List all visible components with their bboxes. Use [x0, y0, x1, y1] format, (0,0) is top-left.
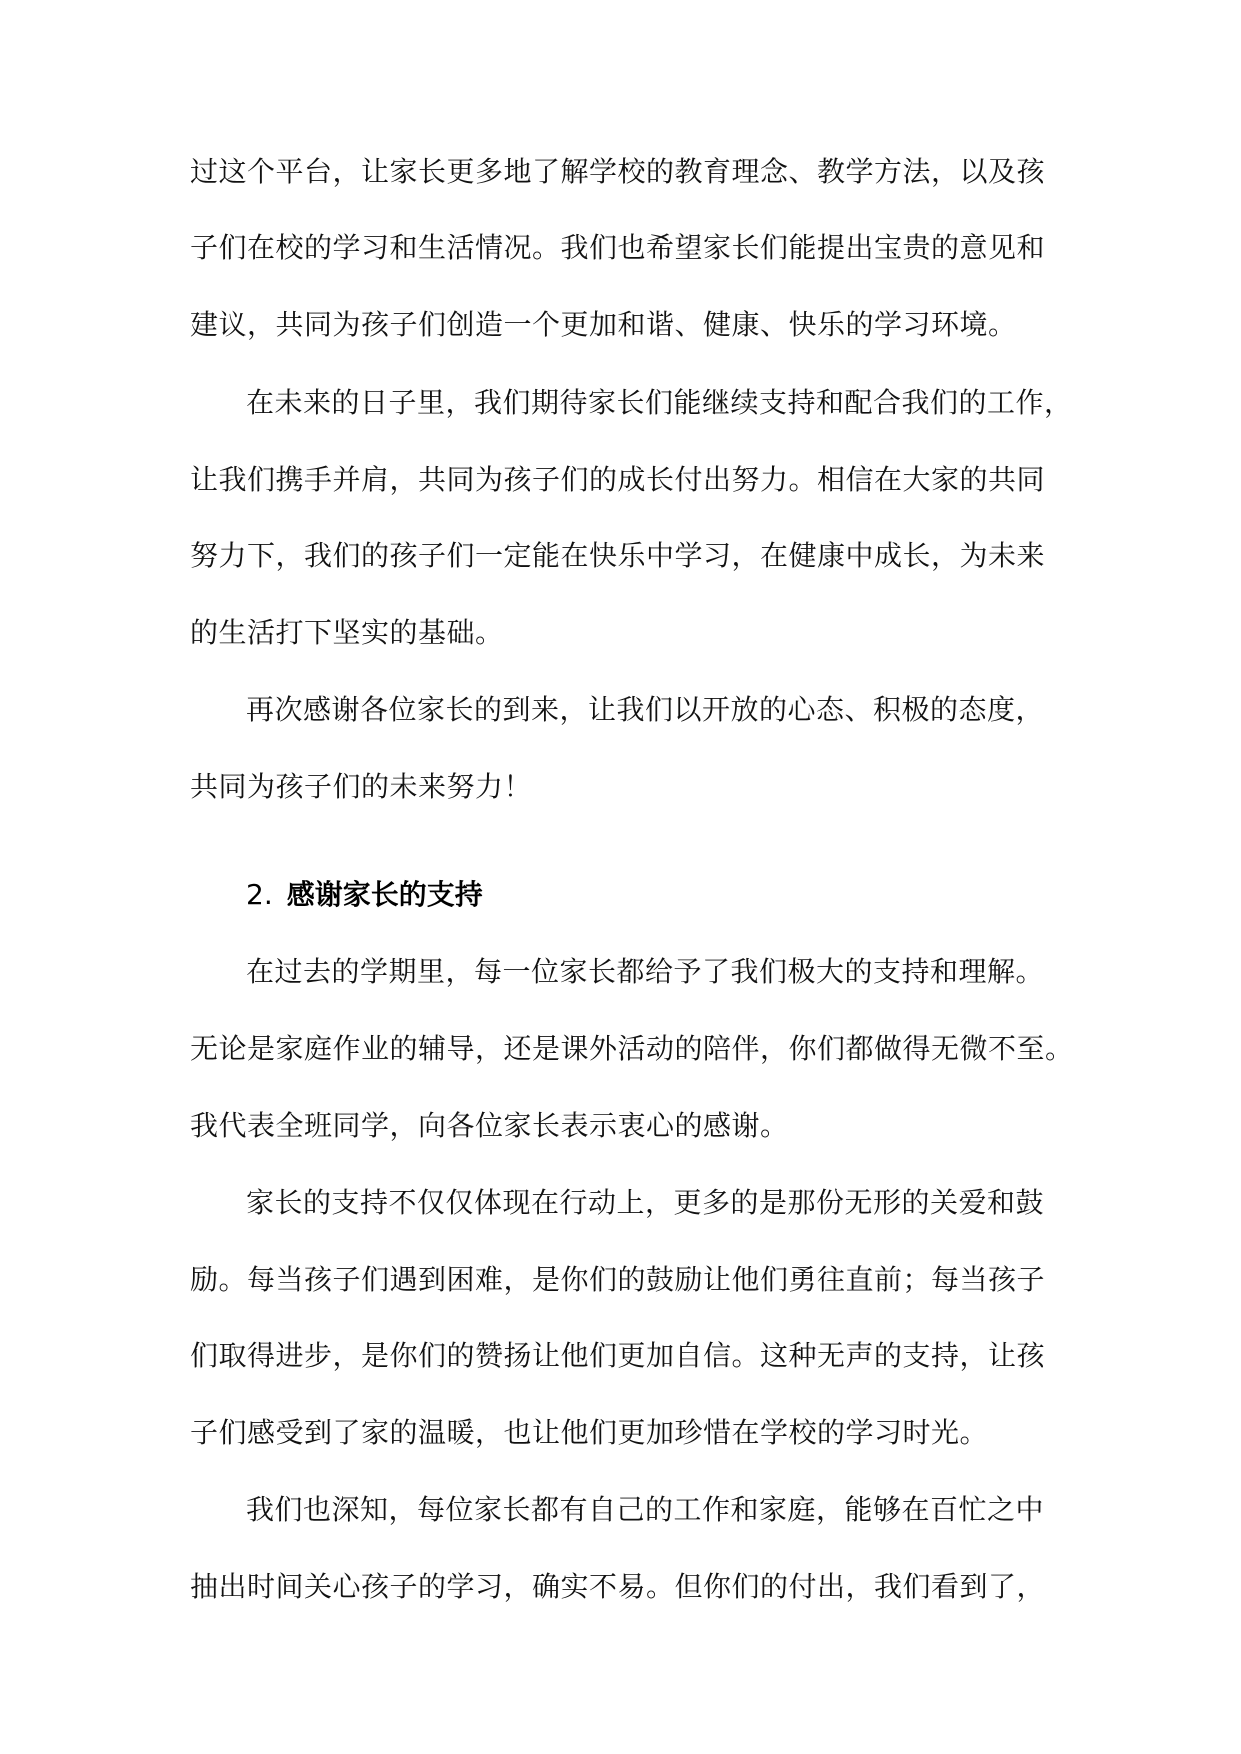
paragraph-line: 让我们携手并肩，共同为孩子们的成长付出努力。相信在大家的共同: [190, 463, 1046, 496]
section-number: 2.: [246, 878, 273, 911]
paragraph-line: 我代表全班同学，向各位家长表示衷心的感谢。: [190, 1109, 789, 1142]
section-heading: [246, 875, 483, 915]
paragraph-line: 建议，共同为孩子们创造一个更加和谐、健康、快乐的学习环境。: [190, 308, 1017, 341]
paragraph-line: 家长的支持不仅仅体现在行动上，更多的是那份无形的关爱和鼓: [246, 1186, 1045, 1219]
section-title: 感谢家长的支持: [286, 878, 483, 911]
paragraph-line: 再次感谢各位家长的到来，让我们以开放的心态、积极的态度，: [246, 693, 1045, 726]
paragraph-line: 我们也深知，每位家长都有自己的工作和家庭，能够在百忙之中: [246, 1493, 1045, 1526]
paragraph-line: 子们在校的学习和生活情况。我们也希望家长们能提出宝贵的意见和: [190, 231, 1046, 264]
paragraph-line: 无论是家庭作业的辅导，还是课外活动的陪伴，你们都做得无微不至。: [190, 1032, 1074, 1065]
paragraph-line: 抽出时间关心孩子的学习，确实不易。但你们的付出，我们看到了，: [190, 1570, 1046, 1603]
paragraph-line: 子们感受到了家的温暖，也让他们更加珍惜在学校的学习时光。: [190, 1416, 989, 1449]
paragraph-line: 励。每当孩子们遇到困难，是你们的鼓励让他们勇往直前；每当孩子: [190, 1263, 1046, 1296]
paragraph-line: 在过去的学期里，每一位家长都给予了我们极大的支持和理解。: [246, 955, 1045, 988]
paragraph-line: 共同为孩子们的未来努力！: [190, 770, 533, 803]
paragraph-line: 在未来的日子里，我们期待家长们能继续支持和配合我们的工作，: [246, 386, 1073, 419]
paragraph-line: 努力下，我们的孩子们一定能在快乐中学习，在健康中成长，为未来: [190, 539, 1046, 572]
paragraph-line: 过这个平台，让家长更多地了解学校的教育理念、教学方法，以及孩: [190, 155, 1046, 188]
paragraph-line: 们取得进步，是你们的赞扬让他们更加自信。这种无声的支持，让孩: [190, 1339, 1046, 1372]
paragraph-line: 的生活打下坚实的基础。: [190, 616, 504, 649]
